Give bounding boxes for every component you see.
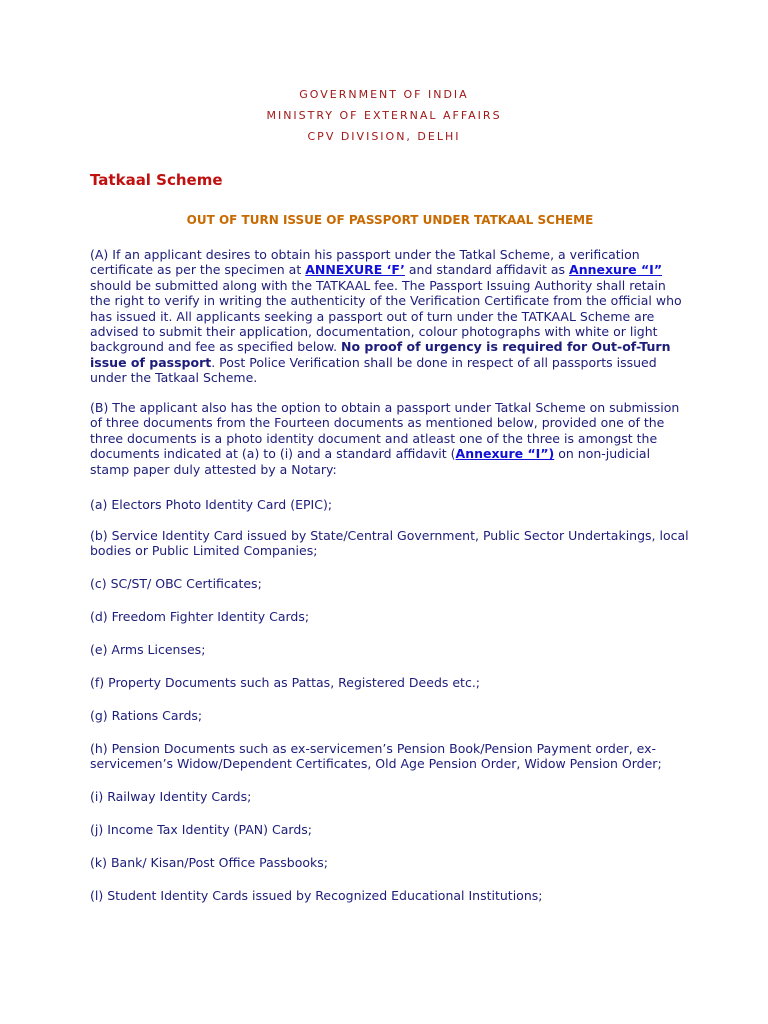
- list-item: (c) SC/ST/ OBC Certificates;: [90, 576, 262, 591]
- list-item: (g) Rations Cards;: [90, 708, 203, 723]
- list-item: (j) Income Tax Identity (PAN) Cards;: [90, 822, 312, 837]
- header-division: CPV DIVISION, DELHI: [307, 130, 461, 143]
- paragraph-a-text-3: should be submitted along with the TATKAAL fee. The Passport Issuing Authority shall retain the right to verify in writing the authenticity of the Verification Certificate from the official who has issued it. All applicants seeking a passport out of turn under the TATKAAL Scheme are advised to submit their application, documentation, colour photographs with white or light background and fee as specified below.: [90, 277, 682, 355]
- paragraph-b: [90, 400, 690, 477]
- list-item: (h) Pension Documents such as ex-servicemen’s Pension Book/Pension Payment order, ex-servicemen’s Widow/Dependent Certificates, Old Age Pension Order, Widow Pension Order;: [90, 741, 662, 772]
- header-ministry: MINISTRY OF EXTERNAL AFFAIRS: [266, 109, 502, 122]
- list-item: (a) Electors Photo Identity Card (EPIC);: [90, 497, 333, 512]
- paragraph-a: [90, 247, 690, 386]
- list-item: (l) Student Identity Cards issued by Recognized Educational Institutions;: [90, 888, 543, 903]
- list-item: (e) Arms Licenses;: [90, 642, 206, 657]
- list-item: (d) Freedom Fighter Identity Cards;: [90, 609, 310, 624]
- paragraph-b-text-2: on non-judicial stamp paper duly attested by a Notary:: [90, 446, 651, 477]
- paragraph-a-bold: No proof of urgency is required for Out-of-Turn issue of passport: [90, 339, 671, 370]
- header-government: GOVERNMENT OF INDIA: [299, 88, 469, 101]
- list-item: (b) Service Identity Card issued by State/Central Government, Public Sector Undertakings, local bodies or Public Limited Companies;: [90, 528, 689, 559]
- list-item: (i) Railway Identity Cards;: [90, 789, 252, 804]
- annexure-i-link-b[interactable]: Annexure “I”): [455, 446, 555, 462]
- paragraph-a-text-2: and standard affidavit as: [404, 262, 570, 278]
- list-item: (f) Property Documents such as Pattas, Registered Deeds etc.;: [90, 675, 481, 690]
- list-item: (k) Bank/ Kisan/Post Office Passbooks;: [90, 855, 328, 870]
- annexure-i-link[interactable]: Annexure “I”: [569, 262, 663, 278]
- section-heading: OUT OF TURN ISSUE OF PASSPORT UNDER TATKAAL SCHEME: [186, 213, 594, 227]
- paragraph-a-text-1: (A) If an applicant desires to obtain his passport under the Tatkal Scheme, a verification certificate as per the specimen at: [90, 247, 640, 278]
- paragraph-b-text-1: (B) The applicant also has the option to obtain a passport under Tatkal Scheme on submission of three documents from the Fourteen documents as mentioned below, provided one of the three documents is a photo identity document and atleast one of the three is amongst the documents indicated at (a) to (i) and a standard affidavit (: [90, 400, 680, 462]
- paragraph-a-text-4: . Post Police Verification shall be done in respect of all passports issued under the Tatkaal Scheme.: [90, 354, 657, 386]
- annexure-f-link[interactable]: ANNEXURE ‘F’: [305, 262, 405, 278]
- page-title: Tatkaal Scheme: [90, 171, 223, 189]
